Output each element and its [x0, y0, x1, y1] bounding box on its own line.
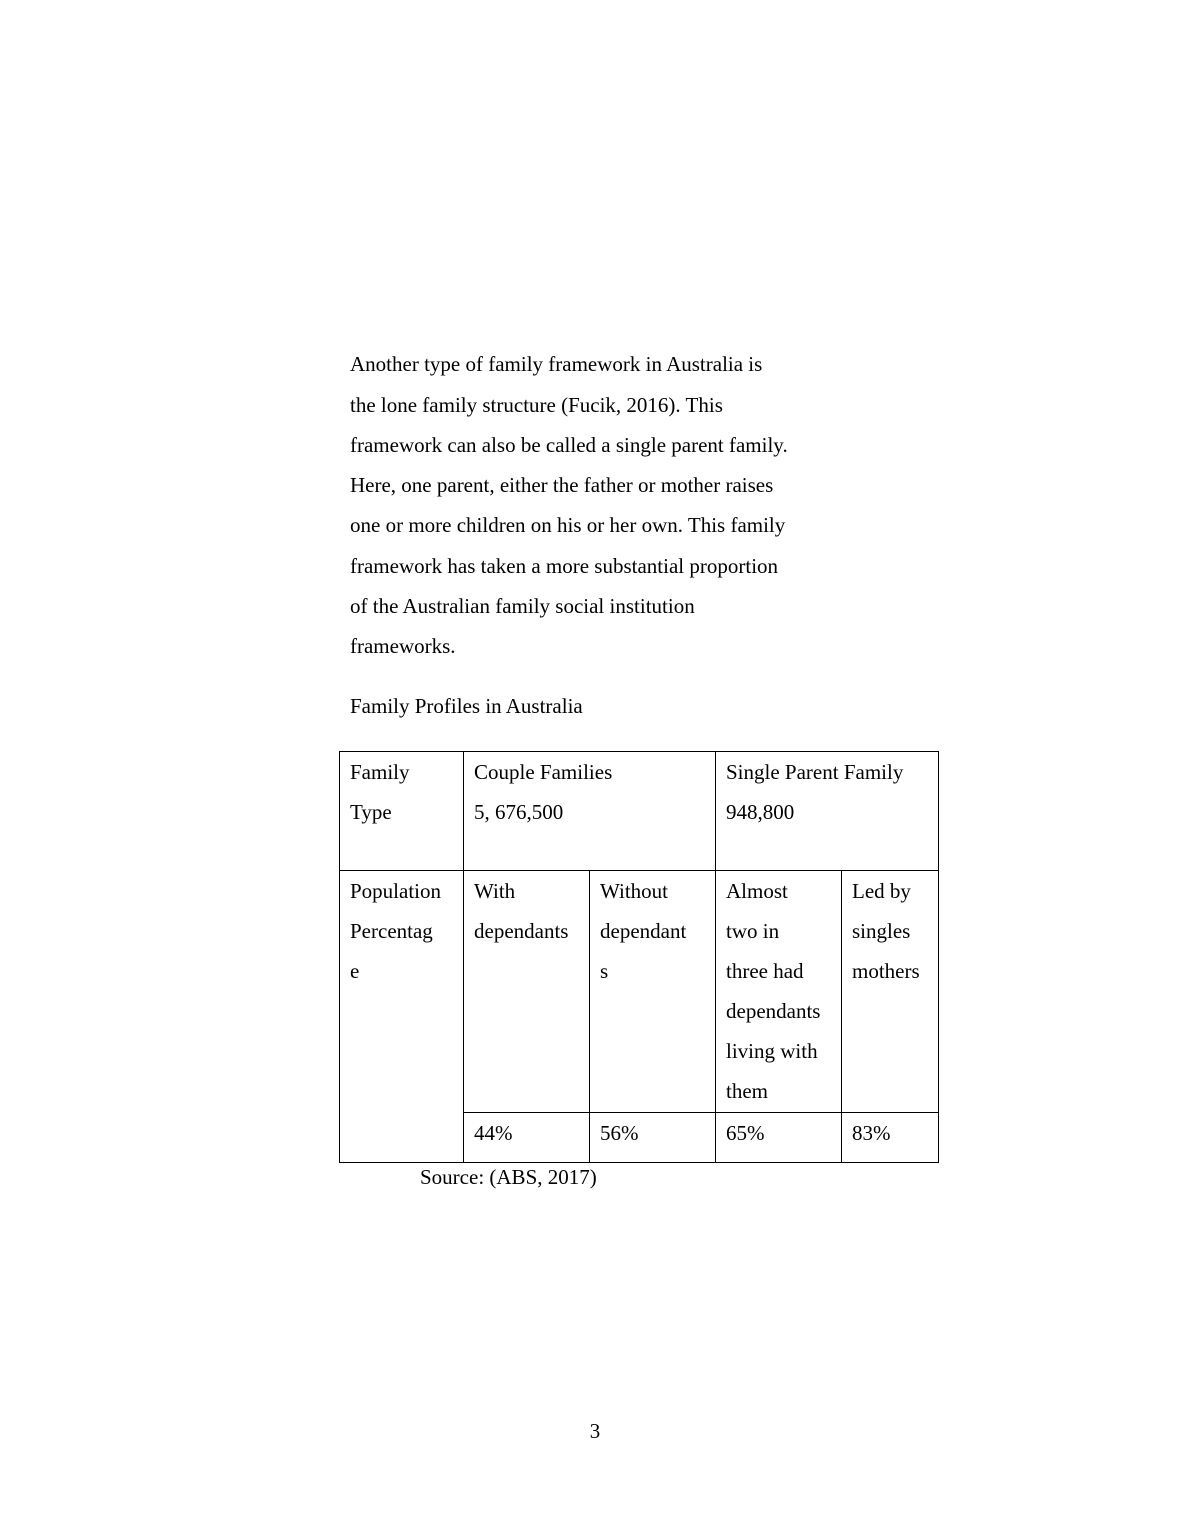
almost-two-in-three-cell — [716, 871, 842, 1113]
cell-text: dependant — [600, 919, 687, 943]
cell-text: 44% — [474, 1121, 513, 1145]
led-by-single-mothers-cell — [842, 871, 939, 1113]
cell-text: Population — [350, 879, 442, 903]
paragraph-line: one or more children on his or her own. This family — [350, 513, 786, 537]
paragraph-line: the lone family structure (Fucik, 2016). This — [350, 393, 723, 417]
paragraph-line: Here, one parent, either the father or mother raises — [350, 473, 774, 497]
without-dependants-percent-cell — [590, 1113, 716, 1163]
couple-families-cell — [464, 752, 716, 871]
cell-text: Almost — [726, 879, 788, 903]
family-type-header-cell — [340, 752, 464, 871]
cell-text: them — [726, 1079, 768, 1103]
paragraph-line: of the Australian family social institution — [350, 594, 695, 618]
paragraph-line: framework can also be called a single parent family. — [350, 433, 788, 457]
family-profile-table — [339, 751, 939, 1163]
population-percentage-header-cell — [340, 871, 464, 1163]
cell-text: 56% — [600, 1121, 639, 1145]
almost-two-in-three-percent-cell — [716, 1113, 842, 1163]
table-row — [340, 752, 939, 871]
cell-text: dependants — [474, 919, 569, 943]
cell-text: two in — [726, 919, 780, 943]
cell-text: 65% — [726, 1121, 765, 1145]
page-number: 3 — [589, 1419, 601, 1443]
paragraph-line: framework has taken a more substantial proportion — [350, 554, 779, 578]
led-by-single-mothers-percent-cell — [842, 1113, 939, 1163]
cell-text: living with — [726, 1039, 818, 1063]
cell-text: Family — [350, 760, 410, 784]
with-dependants-percent-cell — [464, 1113, 590, 1163]
cell-text: Without — [600, 879, 668, 903]
paragraph-line: frameworks. — [350, 634, 456, 658]
cell-text: Single Parent Family — [726, 760, 904, 784]
table-row — [340, 871, 939, 1113]
cell-text: Type — [350, 800, 392, 824]
with-dependants-cell — [464, 871, 590, 1113]
cell-text: mothers — [852, 959, 920, 983]
cell-text: Couple Families — [474, 760, 613, 784]
cell-text: s — [600, 959, 609, 983]
cell-text: 948,800 — [726, 800, 795, 824]
cell-text: dependants — [726, 999, 821, 1023]
cell-text: 83% — [852, 1121, 891, 1145]
cell-text: With — [474, 879, 516, 903]
table-caption: Family Profiles in Australia — [350, 694, 583, 718]
cell-text: three had — [726, 959, 804, 983]
cell-text: Led by — [852, 879, 911, 903]
cell-text: singles — [852, 919, 911, 943]
table-source: Source: (ABS, 2017) — [420, 1165, 597, 1189]
cell-text: 5, 676,500 — [474, 800, 564, 824]
paragraph-line: Another type of family framework in Australia is — [350, 352, 763, 376]
cell-text: Percentag — [350, 919, 433, 943]
cell-text: e — [350, 959, 360, 983]
without-dependants-cell — [590, 871, 716, 1113]
single-parent-family-cell — [716, 752, 939, 871]
